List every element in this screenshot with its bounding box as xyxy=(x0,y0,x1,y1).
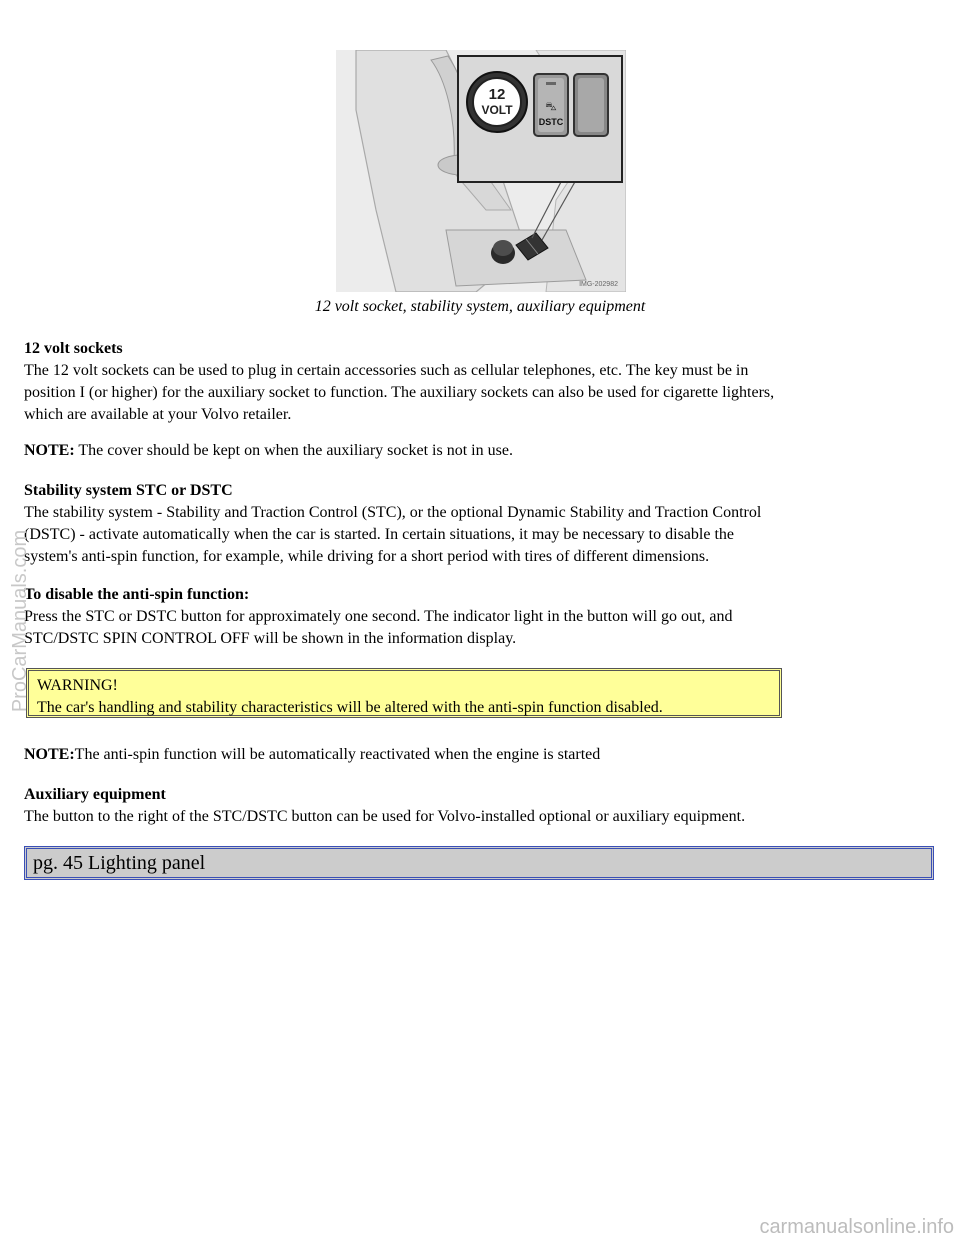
site-watermark: carmanualsonline.info xyxy=(759,1216,954,1238)
disable-line-2: STC/DSTC SPIN CONTROL OFF will be shown in the information display. xyxy=(24,630,517,647)
warning-title: WARNING! xyxy=(37,677,118,694)
volt-line-2: position I (or higher) for the auxiliary socket to function. The auxiliary sockets can also be used for cigarette lighters, xyxy=(24,384,775,401)
volt-heading: 12 volt sockets xyxy=(24,340,123,357)
section-disable-anti-spin xyxy=(24,584,924,650)
stability-line-1: The stability system - Stability and Traction Control (STC), or the optional Dynamic Stability and Traction Control xyxy=(24,504,762,521)
stability-line-3: system's anti-spin function, for example, while driving for a short period with tires of different dimensions. xyxy=(24,548,710,565)
aux-text: The button to the right of the STC/DSTC button can be used for Volvo-installed optional or auxiliary equipment. xyxy=(24,808,746,825)
inset-socket-bottom: VOLT xyxy=(481,103,513,117)
figure-caption: 12 volt socket, stability system, auxiliary equipment xyxy=(314,298,646,315)
warning-text: The car's handling and stability characteristics will be altered with the anti-spin function disabled. xyxy=(37,699,663,716)
note-cover xyxy=(24,440,924,462)
side-watermark-text: ProCarManuals.com xyxy=(9,529,31,713)
stability-heading: Stability system STC or DSTC xyxy=(24,482,233,499)
dstc-symbol-icon: ⛍ xyxy=(545,100,557,113)
volt-line-3: which are available at your Volvo retailer. xyxy=(24,406,292,423)
section-auxiliary xyxy=(24,784,924,828)
note2-text: The anti-spin function will be automatically reactivated when the engine is started xyxy=(74,746,601,763)
note-label: NOTE: xyxy=(24,442,75,459)
disable-line-1: Press the STC or DSTC button for approximately one second. The indicator light in the button will go out, and xyxy=(24,608,733,625)
section-stability xyxy=(24,480,924,568)
warning-box xyxy=(26,668,782,718)
next-page-link-text[interactable]: pg. 45 Lighting panel xyxy=(33,852,206,874)
inset-socket-top: 12 xyxy=(488,86,506,103)
side-watermark xyxy=(0,500,34,740)
image-code: IMG-202982 xyxy=(579,281,618,288)
note-text: The cover should be kept on when the auxiliary socket is not in use. xyxy=(74,442,513,459)
volt-line-1: The 12 volt sockets can be used to plug in certain accessories such as cellular telephones, etc. The key must be in xyxy=(24,362,749,379)
stability-line-2: (DSTC) - activate automatically when the car is started. In certain situations, it may be necessary to disable the xyxy=(24,526,734,543)
inset-dstc-label: DSTC xyxy=(538,117,564,127)
note-reactivation xyxy=(24,744,924,766)
next-page-link[interactable] xyxy=(24,846,934,880)
aux-heading: Auxiliary equipment xyxy=(24,786,166,803)
section-volt-sockets xyxy=(24,338,924,426)
disable-heading: To disable the anti-spin function: xyxy=(24,586,250,603)
figure-image xyxy=(336,50,626,292)
console-illustration xyxy=(336,50,626,292)
note2-label: NOTE: xyxy=(24,746,75,763)
